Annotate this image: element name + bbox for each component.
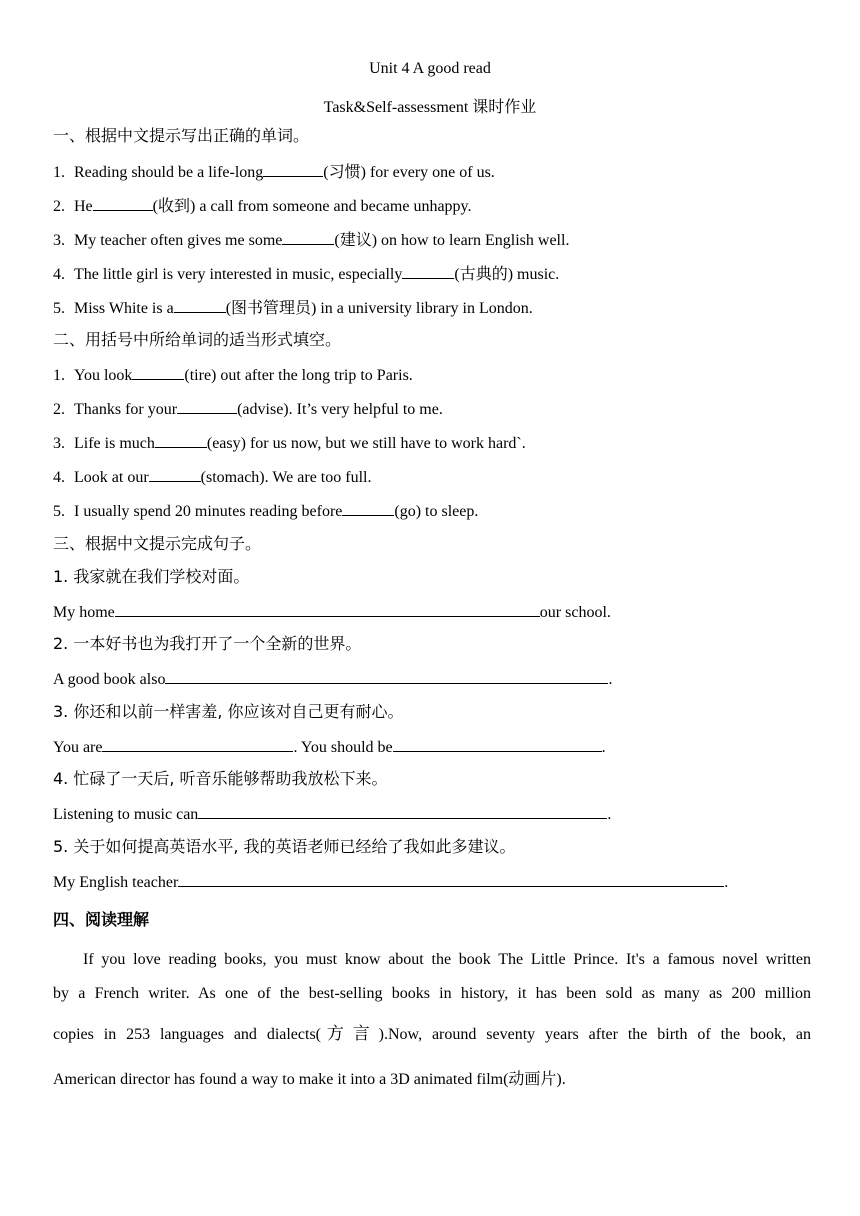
s3-item-2-prompt: 2. 一本好书也为我打开了一个全新的世界。 — [53, 634, 362, 653]
item-text-after: (建议) on how to learn English well. — [334, 232, 570, 249]
item-text-before: The little girl is very interested in music, especially — [74, 266, 403, 283]
item-text-before: He — [74, 198, 93, 215]
item-text-before: My teacher often gives me some — [74, 232, 283, 249]
section4-heading: 四、阅读理解 — [53, 910, 150, 929]
item-text-after: (easy) for us now, but we still have to work hard`. — [206, 435, 526, 452]
answer-blank[interactable] — [155, 432, 207, 448]
passage-text: ). — [556, 1071, 566, 1088]
item-text-after: (go) to sleep. — [394, 503, 479, 520]
passage-text: copies in 253 languages and dialects( — [53, 1026, 322, 1043]
item-number: 5. — [53, 300, 65, 317]
item-text-after: (收到) a call from someone and became unhappy. — [152, 198, 472, 215]
answer-blank[interactable] — [174, 297, 226, 313]
section2-heading: 二、用括号中所给单词的适当形式填空。 — [53, 330, 342, 349]
s2-item-1 — [53, 364, 413, 386]
s2-item-2 — [53, 398, 443, 420]
answer-blank[interactable] — [198, 803, 607, 819]
item-text-after: (advise). It’s very helpful to me. — [237, 401, 443, 418]
s1-item-2 — [53, 195, 472, 217]
s3-item-5-prompt: 5. 关于如何提高英语水平, 我的英语老师已经给了我如此多建议。 — [53, 837, 516, 856]
answer-blank[interactable] — [132, 364, 184, 380]
s2-item-5 — [53, 500, 478, 522]
s1-item-5 — [53, 297, 533, 319]
passage-line-3 — [53, 1024, 811, 1045]
item-number: 2. — [53, 198, 65, 215]
item-text-after: (习惯) for every one of us. — [323, 164, 495, 181]
section1-heading: 一、根据中文提示写出正确的单词。 — [53, 126, 310, 145]
s3-item-5-answer — [53, 871, 728, 893]
item-text-after: (图书管理员) in a university library in London. — [225, 300, 533, 317]
answer-blank[interactable] — [177, 398, 237, 414]
s1-item-4 — [53, 263, 559, 285]
s3-item-1-answer — [53, 601, 611, 623]
passage-chinese-gloss: 方言 — [321, 1024, 379, 1044]
s3-item-4-answer — [53, 803, 611, 825]
answer-blank[interactable] — [402, 263, 454, 279]
s1-item-1 — [53, 161, 495, 183]
item-text-before: Look at our — [74, 469, 149, 486]
item-number: 5. — [53, 503, 65, 520]
answer-blank[interactable] — [149, 466, 201, 482]
item-number: 3. — [53, 232, 65, 249]
item-number: 1. — [53, 164, 65, 181]
sentence-end: our school. — [539, 604, 611, 621]
answer-blank[interactable] — [115, 601, 540, 617]
item-number: 4. — [53, 266, 65, 283]
item-text-after: (古典的) music. — [454, 266, 560, 283]
item-text-before: I usually spend 20 minutes reading before — [74, 503, 343, 520]
item-number: 3. — [53, 435, 65, 452]
sentence-start: Listening to music can — [53, 806, 199, 823]
sentence-start: You are — [53, 739, 103, 756]
sentence-end: . — [601, 739, 606, 756]
worksheet-title: Unit 4 A good read — [369, 60, 491, 77]
passage-line-1: If you love reading books, you must know about the book The Little Prince. It's a famous novel written — [83, 951, 811, 968]
item-text-before: Miss White is a — [74, 300, 174, 317]
item-text-before: You look — [74, 367, 133, 384]
section3-heading: 三、根据中文提示完成句子。 — [53, 534, 262, 553]
answer-blank[interactable] — [93, 195, 153, 211]
s2-item-3 — [53, 432, 526, 454]
item-text-after: (stomach). We are too full. — [200, 469, 372, 486]
item-text-before: Thanks for your — [74, 401, 178, 418]
worksheet-subtitle: Task&Self-assessment 课时作业 — [323, 99, 537, 116]
answer-blank[interactable] — [393, 736, 602, 752]
sentence-end: . — [608, 671, 613, 688]
item-number: 2. — [53, 401, 65, 418]
sentence-start: My English teacher — [53, 874, 179, 891]
answer-blank[interactable] — [178, 871, 724, 887]
answer-blank[interactable] — [102, 736, 293, 752]
item-text-before: Life is much — [74, 435, 155, 452]
item-text-before: Reading should be a life-long — [74, 164, 264, 181]
s3-item-1-prompt: 1. 我家就在我们学校对面。 — [53, 567, 250, 586]
s3-item-2-answer — [53, 668, 612, 690]
s3-item-3-answer — [53, 736, 606, 758]
passage-text: ).Now, around seventy years after the birth of the book, an — [378, 1026, 812, 1043]
sentence-end: . — [724, 874, 729, 891]
passage-line-2: by a French writer. As one of the best-selling books in history, it has been sold as many as 200 million — [53, 985, 811, 1002]
s1-item-3 — [53, 229, 569, 251]
item-number: 1. — [53, 367, 65, 384]
answer-blank[interactable] — [342, 500, 394, 516]
item-text-after: (tire) out after the long trip to Paris. — [184, 367, 413, 384]
sentence-start: A good book also — [53, 671, 166, 688]
answer-blank[interactable] — [165, 668, 608, 684]
sentence-end: . — [607, 806, 612, 823]
item-number: 4. — [53, 469, 65, 486]
answer-blank[interactable] — [263, 161, 323, 177]
s3-item-3-prompt: 3. 你还和以前一样害羞, 你应该对自己更有耐心。 — [53, 702, 404, 721]
sentence-middle: . You should be — [293, 739, 393, 756]
sentence-start: My home — [53, 604, 115, 621]
s2-item-4 — [53, 466, 371, 488]
passage-chinese-gloss: 动画片 — [508, 1069, 557, 1088]
answer-blank[interactable] — [282, 229, 334, 245]
passage-line-4 — [53, 1069, 811, 1090]
passage-text: American director has found a way to make it into a 3D animated film( — [53, 1071, 509, 1088]
s3-item-4-prompt: 4. 忙碌了一天后, 听音乐能够帮助我放松下来。 — [53, 769, 388, 788]
